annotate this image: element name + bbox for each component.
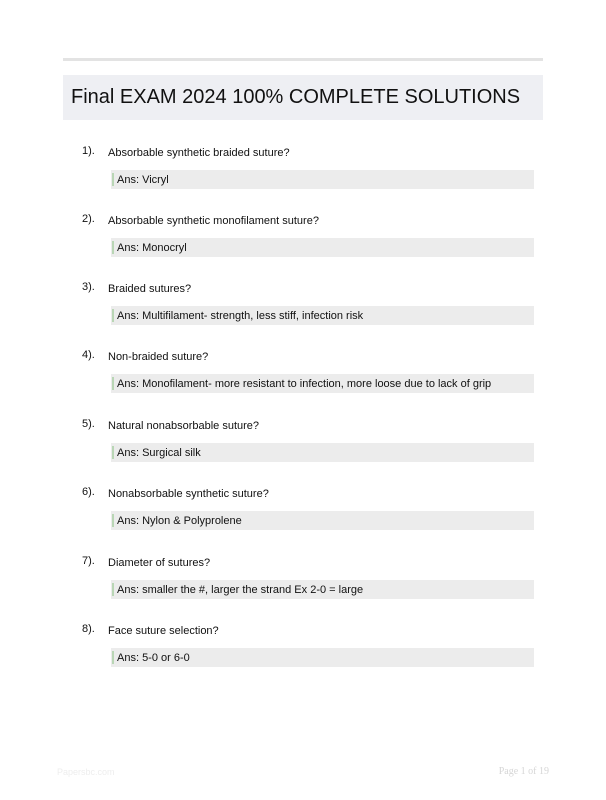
question-number: 6). [82,486,95,498]
answer-box [111,374,534,393]
question-number: 7). [82,555,95,567]
question-text: Nonabsorbable synthetic suture? [108,488,269,500]
question-text: Diameter of sutures? [108,557,211,569]
answer-box [111,580,534,599]
qa-item [0,486,606,546]
question-text: Absorbable synthetic braided suture? [108,147,290,159]
question-number: 4). [82,349,95,361]
answer-marker [112,241,114,254]
page-indicator: Page 1 of 19 [498,766,549,777]
answer-marker [112,514,114,527]
answer-marker [112,173,114,186]
question-number: 5). [82,418,95,430]
answer-box [111,170,534,189]
answer-box [111,648,534,667]
footer-watermark: Papersbc.com [57,767,115,777]
answer-box [111,238,534,257]
question-number: 3). [82,281,95,293]
qa-item [0,213,606,273]
question-text: Natural nonabsorbable suture? [108,420,260,432]
answer-text: Ans: 5-0 or 6-0 [117,651,190,664]
answer-text: Ans: Monocryl [117,241,187,254]
question-text: Face suture selection? [108,625,219,637]
question-number: 2). [82,213,95,225]
answer-text: Ans: Nylon & Polyprolene [117,514,242,527]
answer-marker [112,583,114,596]
qa-item [0,145,606,205]
question-number: 1). [82,145,95,157]
answer-marker [112,446,114,459]
question-text: Braided sutures? [108,283,192,295]
question-text: Non-braided suture? [108,351,209,363]
question-text: Absorbable synthetic monofilament suture? [108,215,319,227]
answer-marker [112,377,114,390]
qa-item [0,555,606,615]
answer-text: Ans: smaller the #, larger the strand Ex 2-0 = large [117,583,364,596]
qa-item [0,418,606,478]
answer-box [111,443,534,462]
answer-text: Ans: Vicryl [117,173,169,186]
answer-box [111,511,534,530]
answer-text: Ans: Multifilament- strength, less stiff, infection risk [117,309,364,322]
page-title: Final EXAM 2024 100% COMPLETE SOLUTIONS [71,86,521,108]
answer-marker [112,651,114,664]
answer-marker [112,309,114,322]
answer-box [111,306,534,325]
qa-item [0,349,606,409]
qa-item [0,623,606,683]
question-number: 8). [82,623,95,635]
qa-item [0,281,606,341]
answer-text: Ans: Surgical silk [117,446,201,459]
answer-text: Ans: Monofilament- more resistant to infection, more loose due to lack of grip [117,377,492,390]
